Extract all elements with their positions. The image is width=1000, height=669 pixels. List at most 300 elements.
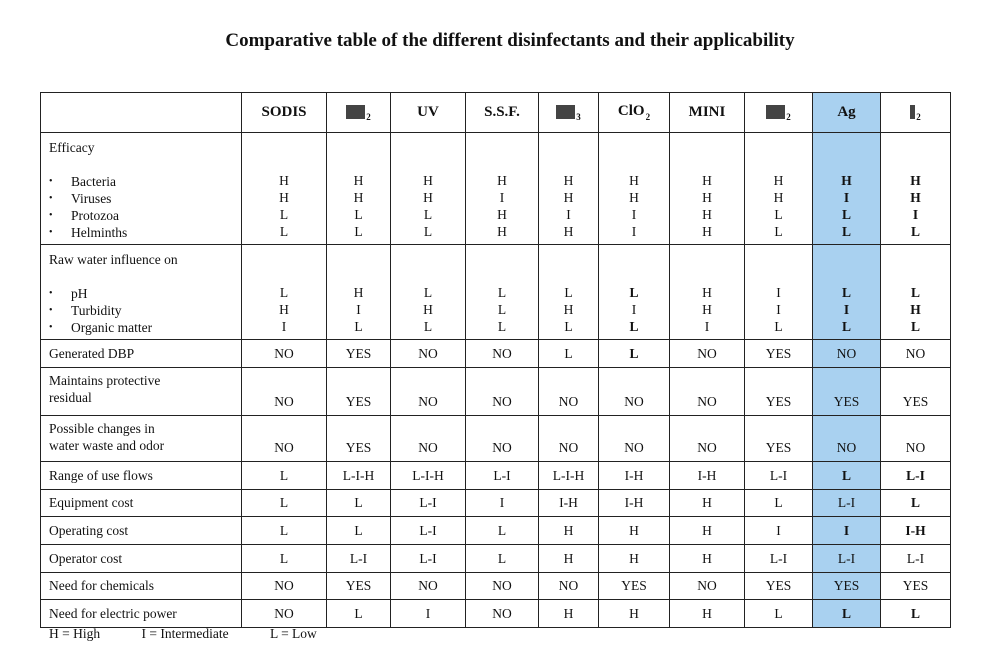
- column-label: Ag: [837, 104, 856, 120]
- cell: [466, 416, 539, 462]
- cell-value: H: [629, 190, 639, 205]
- cell: [327, 368, 391, 416]
- group-item-label: • Protozoa: [49, 207, 241, 224]
- cell-value: NO: [492, 578, 512, 593]
- cell-value: I-H: [624, 467, 644, 483]
- cell-value: H: [423, 302, 433, 317]
- cell: [466, 517, 539, 545]
- cell-value: YES: [765, 440, 792, 455]
- cell: [391, 462, 466, 490]
- column-header: [539, 93, 599, 133]
- cell-value: L: [354, 319, 363, 334]
- column-label: ClO: [617, 103, 645, 119]
- group-cell: [466, 133, 539, 245]
- cell-value: H: [702, 224, 712, 239]
- legend-intermediate: I = Intermediate: [141, 626, 229, 641]
- cell: [242, 573, 327, 600]
- row-label-line: residual: [49, 390, 92, 405]
- cell: [242, 490, 327, 517]
- cell-value: I: [776, 522, 781, 538]
- cell-value: YES: [765, 345, 792, 361]
- cell-value: L: [564, 285, 573, 300]
- cell-value: H: [423, 173, 433, 188]
- cell: [391, 545, 466, 573]
- cell: [391, 340, 466, 368]
- row-label: [41, 462, 242, 490]
- cell-value: I: [499, 190, 505, 205]
- group-cell: [327, 245, 391, 340]
- cell-value: H: [702, 207, 712, 222]
- cell-value: L-I: [419, 522, 437, 538]
- cell: [745, 368, 813, 416]
- cell: [466, 600, 539, 628]
- cell: [670, 517, 745, 545]
- row-label: [41, 573, 242, 600]
- cell: [466, 340, 539, 368]
- cell-value: NO: [274, 578, 294, 593]
- spacer: [49, 156, 241, 173]
- cell-value: H: [702, 190, 712, 205]
- group-item-label: • Helminths: [49, 224, 241, 241]
- cell-value: L: [910, 605, 920, 621]
- group-cell: [670, 133, 745, 245]
- column-header: [881, 93, 951, 133]
- group-item-label: • Viruses: [49, 190, 241, 207]
- group-cell: [539, 245, 599, 340]
- cell-value: NO: [492, 605, 512, 621]
- group-item-label: • Bacteria: [49, 173, 241, 190]
- cell-value: L: [910, 224, 920, 239]
- cell-value: I: [281, 319, 287, 334]
- row-label-line: Possible changes in: [49, 421, 155, 436]
- cell: [599, 490, 670, 517]
- cell: [599, 545, 670, 573]
- group-cell: [813, 133, 881, 245]
- cell-value: L: [841, 319, 851, 334]
- row-label: [41, 368, 242, 416]
- header-row: [41, 93, 951, 133]
- cell: [391, 490, 466, 517]
- cell-value: H: [353, 190, 364, 205]
- cell: [670, 340, 745, 368]
- cell: [327, 545, 391, 573]
- cell-value: NO: [558, 578, 579, 593]
- table-row: [41, 490, 951, 517]
- column-subscript: 2: [916, 112, 921, 122]
- cell-value: H: [773, 173, 784, 188]
- group-cell: [599, 245, 670, 340]
- column-label: SODIS: [261, 104, 307, 120]
- group-cell: [881, 133, 951, 245]
- cell-value: L: [497, 285, 507, 300]
- cell: [391, 368, 466, 416]
- cell: [881, 545, 951, 573]
- cell-value: I: [776, 285, 781, 300]
- redacted-label: [556, 105, 575, 119]
- cell-value: NO: [558, 394, 579, 409]
- cell-value: L: [774, 224, 783, 239]
- cell: [745, 416, 813, 462]
- cell: [745, 600, 813, 628]
- cell: [670, 490, 745, 517]
- cell: [745, 490, 813, 517]
- cell: [242, 462, 327, 490]
- cell-value: H: [563, 190, 574, 205]
- cell-value: L: [564, 345, 573, 361]
- cell-value: L: [774, 207, 783, 222]
- cell-value: NO: [697, 578, 717, 593]
- row-label-line: Maintains protective: [49, 373, 161, 388]
- cell-value: YES: [345, 440, 372, 455]
- cell-value: H: [702, 522, 712, 538]
- cell-value: H: [563, 605, 574, 621]
- cell: [327, 490, 391, 517]
- cell-value: YES: [833, 578, 860, 593]
- cell: [242, 340, 327, 368]
- cell: [242, 545, 327, 573]
- row-label-line: water waste and odor: [49, 438, 165, 453]
- cell-value: I: [425, 605, 431, 621]
- table-row: [41, 368, 951, 416]
- group-label: [41, 133, 242, 245]
- group-item-label: • Turbidity: [49, 302, 241, 319]
- cell-value: L-I: [906, 467, 925, 483]
- cell-value: L: [910, 495, 920, 510]
- cell-value: L: [497, 522, 507, 538]
- cell: [539, 517, 599, 545]
- row-label: [41, 416, 242, 462]
- cell-value: L: [279, 550, 289, 566]
- cell-value: L-I-H: [412, 467, 444, 483]
- cell: [242, 416, 327, 462]
- cell: [391, 416, 466, 462]
- cell-value: H: [910, 302, 921, 317]
- cell-value: L-I: [349, 550, 368, 566]
- cell-value: H: [497, 173, 507, 188]
- cell: [466, 573, 539, 600]
- cell-value: I: [356, 302, 361, 317]
- row-label-text: Generated DBP: [49, 345, 135, 361]
- cell: [813, 545, 881, 573]
- cell-value: H: [910, 190, 921, 205]
- cell-value: L: [497, 319, 507, 334]
- row-label-text: Need for chemicals: [49, 578, 154, 593]
- row-label: [41, 600, 242, 628]
- cell: [881, 368, 951, 416]
- cell: [539, 368, 599, 416]
- cell-value: H: [279, 302, 289, 317]
- cell: [391, 600, 466, 628]
- cell: [539, 340, 599, 368]
- cell-value: L-I: [419, 550, 437, 566]
- cell: [813, 340, 881, 368]
- table-row: [41, 573, 951, 600]
- cell-value: L: [841, 224, 851, 239]
- cell-value: NO: [905, 440, 926, 455]
- cell-value: L: [354, 522, 363, 538]
- row-label: [41, 340, 242, 368]
- cell-value: NO: [274, 440, 294, 455]
- column-header: [599, 93, 670, 133]
- cell-value: I: [631, 224, 637, 239]
- cell-value: NO: [492, 440, 512, 455]
- group-cell: [745, 133, 813, 245]
- cell: [242, 517, 327, 545]
- legend-high: H = High: [49, 626, 101, 641]
- row-label-text: Range of use flows: [49, 467, 153, 483]
- table-row: [41, 462, 951, 490]
- cell-value: H: [702, 302, 712, 317]
- cell-value: I: [912, 207, 919, 222]
- cell-value: YES: [902, 578, 929, 593]
- cell-value: H: [629, 173, 639, 188]
- cell-value: L: [497, 302, 507, 317]
- column-header: [391, 93, 466, 133]
- cell-value: L: [564, 319, 573, 334]
- cell: [745, 573, 813, 600]
- cell-value: L: [354, 605, 363, 621]
- cell-value: L: [774, 495, 783, 510]
- column-header: [670, 93, 745, 133]
- cell-value: H: [563, 550, 574, 566]
- cell-value: YES: [765, 578, 792, 593]
- cell-value: L-I-H: [342, 467, 375, 483]
- cell: [670, 462, 745, 490]
- cell-value: H: [910, 173, 921, 188]
- cell: [745, 340, 813, 368]
- cell: [466, 490, 539, 517]
- cell: [242, 600, 327, 628]
- cell-value: YES: [345, 578, 372, 593]
- cell-value: L: [423, 319, 433, 334]
- cell-value: H: [702, 495, 712, 510]
- cell-value: L: [354, 224, 363, 239]
- cell: [599, 368, 670, 416]
- page-title: Comparative table of the different disinfectants and their applicability: [225, 30, 795, 51]
- cell: [391, 517, 466, 545]
- table-row: [41, 600, 951, 628]
- column-header: [327, 93, 391, 133]
- cell: [327, 573, 391, 600]
- cell-value: I-H: [624, 495, 644, 510]
- cell-value: NO: [492, 394, 512, 409]
- cell-value: I: [631, 302, 637, 317]
- group-title: Efficacy: [49, 140, 95, 155]
- table-row: [41, 545, 951, 573]
- cell-value: NO: [624, 440, 644, 455]
- cell-value: I-H: [559, 495, 578, 510]
- cell: [242, 368, 327, 416]
- cell-value: H: [841, 173, 852, 188]
- column-label: UV: [417, 104, 439, 120]
- table-row: [41, 340, 951, 368]
- column-header: [466, 93, 539, 133]
- cell: [391, 573, 466, 600]
- cell: [813, 517, 881, 545]
- cell-value: L: [354, 207, 363, 222]
- cell: [539, 573, 599, 600]
- cell: [813, 600, 881, 628]
- cell-value: H: [702, 605, 712, 621]
- cell-value: I-H: [905, 522, 926, 538]
- cell-value: L-I-H: [552, 467, 585, 483]
- cell-value: YES: [345, 345, 372, 361]
- cell-value: L: [279, 224, 289, 239]
- cell: [466, 462, 539, 490]
- cell-value: H: [773, 190, 784, 205]
- cell-value: H: [563, 302, 574, 317]
- cell-value: L-I: [837, 495, 856, 510]
- column-subscript: 2: [366, 112, 371, 122]
- cell-value: L: [774, 605, 783, 621]
- cell-value: I: [631, 207, 637, 222]
- cell-value: H: [279, 190, 289, 205]
- cell-value: L: [629, 345, 639, 361]
- cell-value: L-I: [837, 550, 856, 566]
- redacted-label: [766, 105, 785, 119]
- cell-value: L: [774, 319, 783, 334]
- cell-value: L: [841, 285, 851, 300]
- comparison-table: [40, 92, 951, 628]
- group-row-efficacy: [41, 133, 951, 245]
- column-subscript: 2: [786, 112, 791, 122]
- column-header: [242, 93, 327, 133]
- group-title: Raw water influence on: [49, 252, 178, 267]
- cell: [745, 462, 813, 490]
- cell-value: NO: [274, 605, 294, 621]
- cell-value: I: [704, 319, 710, 334]
- row-label-text: Operating cost: [49, 522, 129, 538]
- cell-value: L-I: [419, 495, 437, 510]
- cell-value: H: [563, 522, 574, 538]
- cell-value: H: [563, 173, 574, 188]
- cell-value: L-I: [769, 550, 788, 566]
- group-cell: [745, 245, 813, 340]
- header-corner: [41, 93, 242, 133]
- cell-value: I: [776, 302, 781, 317]
- cell-value: YES: [765, 394, 792, 409]
- row-label-text: Equipment cost: [49, 495, 134, 510]
- group-cell: [391, 133, 466, 245]
- cell: [881, 340, 951, 368]
- row-label-text: Operator cost: [49, 550, 123, 566]
- cell-value: H: [629, 522, 639, 538]
- cell-value: L: [629, 319, 639, 334]
- cell-value: L: [354, 495, 363, 510]
- cell: [599, 600, 670, 628]
- cell: [813, 573, 881, 600]
- group-item-label: • pH: [49, 285, 241, 302]
- cell-value: NO: [418, 440, 438, 455]
- table-body: [41, 133, 951, 628]
- group-cell: [327, 133, 391, 245]
- cell-value: NO: [418, 345, 438, 361]
- group-cell: [391, 245, 466, 340]
- column-label: MINI: [688, 104, 726, 120]
- cell: [466, 368, 539, 416]
- cell: [327, 416, 391, 462]
- cell: [813, 490, 881, 517]
- cell: [881, 517, 951, 545]
- group-row-raw_water: [41, 245, 951, 340]
- cell-value: NO: [836, 345, 857, 361]
- cell-value: H: [497, 224, 507, 239]
- cell: [745, 545, 813, 573]
- cell-value: H: [629, 605, 639, 621]
- cell-value: L: [841, 467, 851, 483]
- cell: [539, 600, 599, 628]
- cell: [327, 340, 391, 368]
- cell-value: H: [279, 173, 289, 188]
- cell-value: I: [843, 302, 850, 317]
- cell-value: NO: [558, 440, 579, 455]
- cell: [670, 573, 745, 600]
- cell-value: NO: [418, 394, 438, 409]
- group-cell: [599, 133, 670, 245]
- cell-value: NO: [697, 345, 717, 361]
- cell-value: YES: [621, 578, 647, 593]
- cell-value: NO: [905, 345, 926, 361]
- cell: [599, 340, 670, 368]
- cell: [881, 416, 951, 462]
- cell-value: L: [279, 207, 289, 222]
- row-label: [41, 517, 242, 545]
- cell-value: NO: [624, 394, 644, 409]
- cell-value: L: [910, 319, 920, 334]
- cell-value: L: [279, 467, 289, 483]
- cell: [745, 517, 813, 545]
- cell: [599, 517, 670, 545]
- group-cell: [813, 245, 881, 340]
- cell-value: YES: [902, 394, 929, 409]
- table-row: [41, 416, 951, 462]
- cell-value: L: [423, 207, 433, 222]
- cell: [599, 462, 670, 490]
- cell-value: L-I: [769, 467, 788, 483]
- column-header: [745, 93, 813, 133]
- column-header: [813, 93, 881, 133]
- cell-value: H: [423, 190, 433, 205]
- cell: [670, 368, 745, 416]
- legend-low: L = Low: [269, 626, 317, 641]
- group-cell: [881, 245, 951, 340]
- cell-value: NO: [697, 440, 717, 455]
- cell-value: I: [499, 495, 505, 510]
- cell-value: NO: [274, 345, 294, 361]
- group-cell: [242, 133, 327, 245]
- column-subscript: 2: [645, 112, 651, 122]
- cell: [813, 368, 881, 416]
- column-subscript: 3: [576, 112, 581, 122]
- cell: [327, 462, 391, 490]
- cell: [881, 600, 951, 628]
- cell: [670, 600, 745, 628]
- cell-value: L: [279, 495, 289, 510]
- cell-value: YES: [833, 394, 860, 409]
- cell-value: H: [702, 173, 712, 188]
- group-item-label: • Organic matter: [49, 319, 241, 336]
- cell-value: L: [841, 605, 851, 621]
- group-label: [41, 245, 242, 340]
- cell: [599, 416, 670, 462]
- cell-value: NO: [697, 394, 717, 409]
- cell-value: H: [353, 285, 364, 300]
- cell-value: H: [563, 224, 574, 239]
- cell-value: I: [566, 207, 571, 222]
- redacted-label: [346, 105, 365, 119]
- row-label-text: Need for electric power: [49, 605, 177, 621]
- cell: [813, 462, 881, 490]
